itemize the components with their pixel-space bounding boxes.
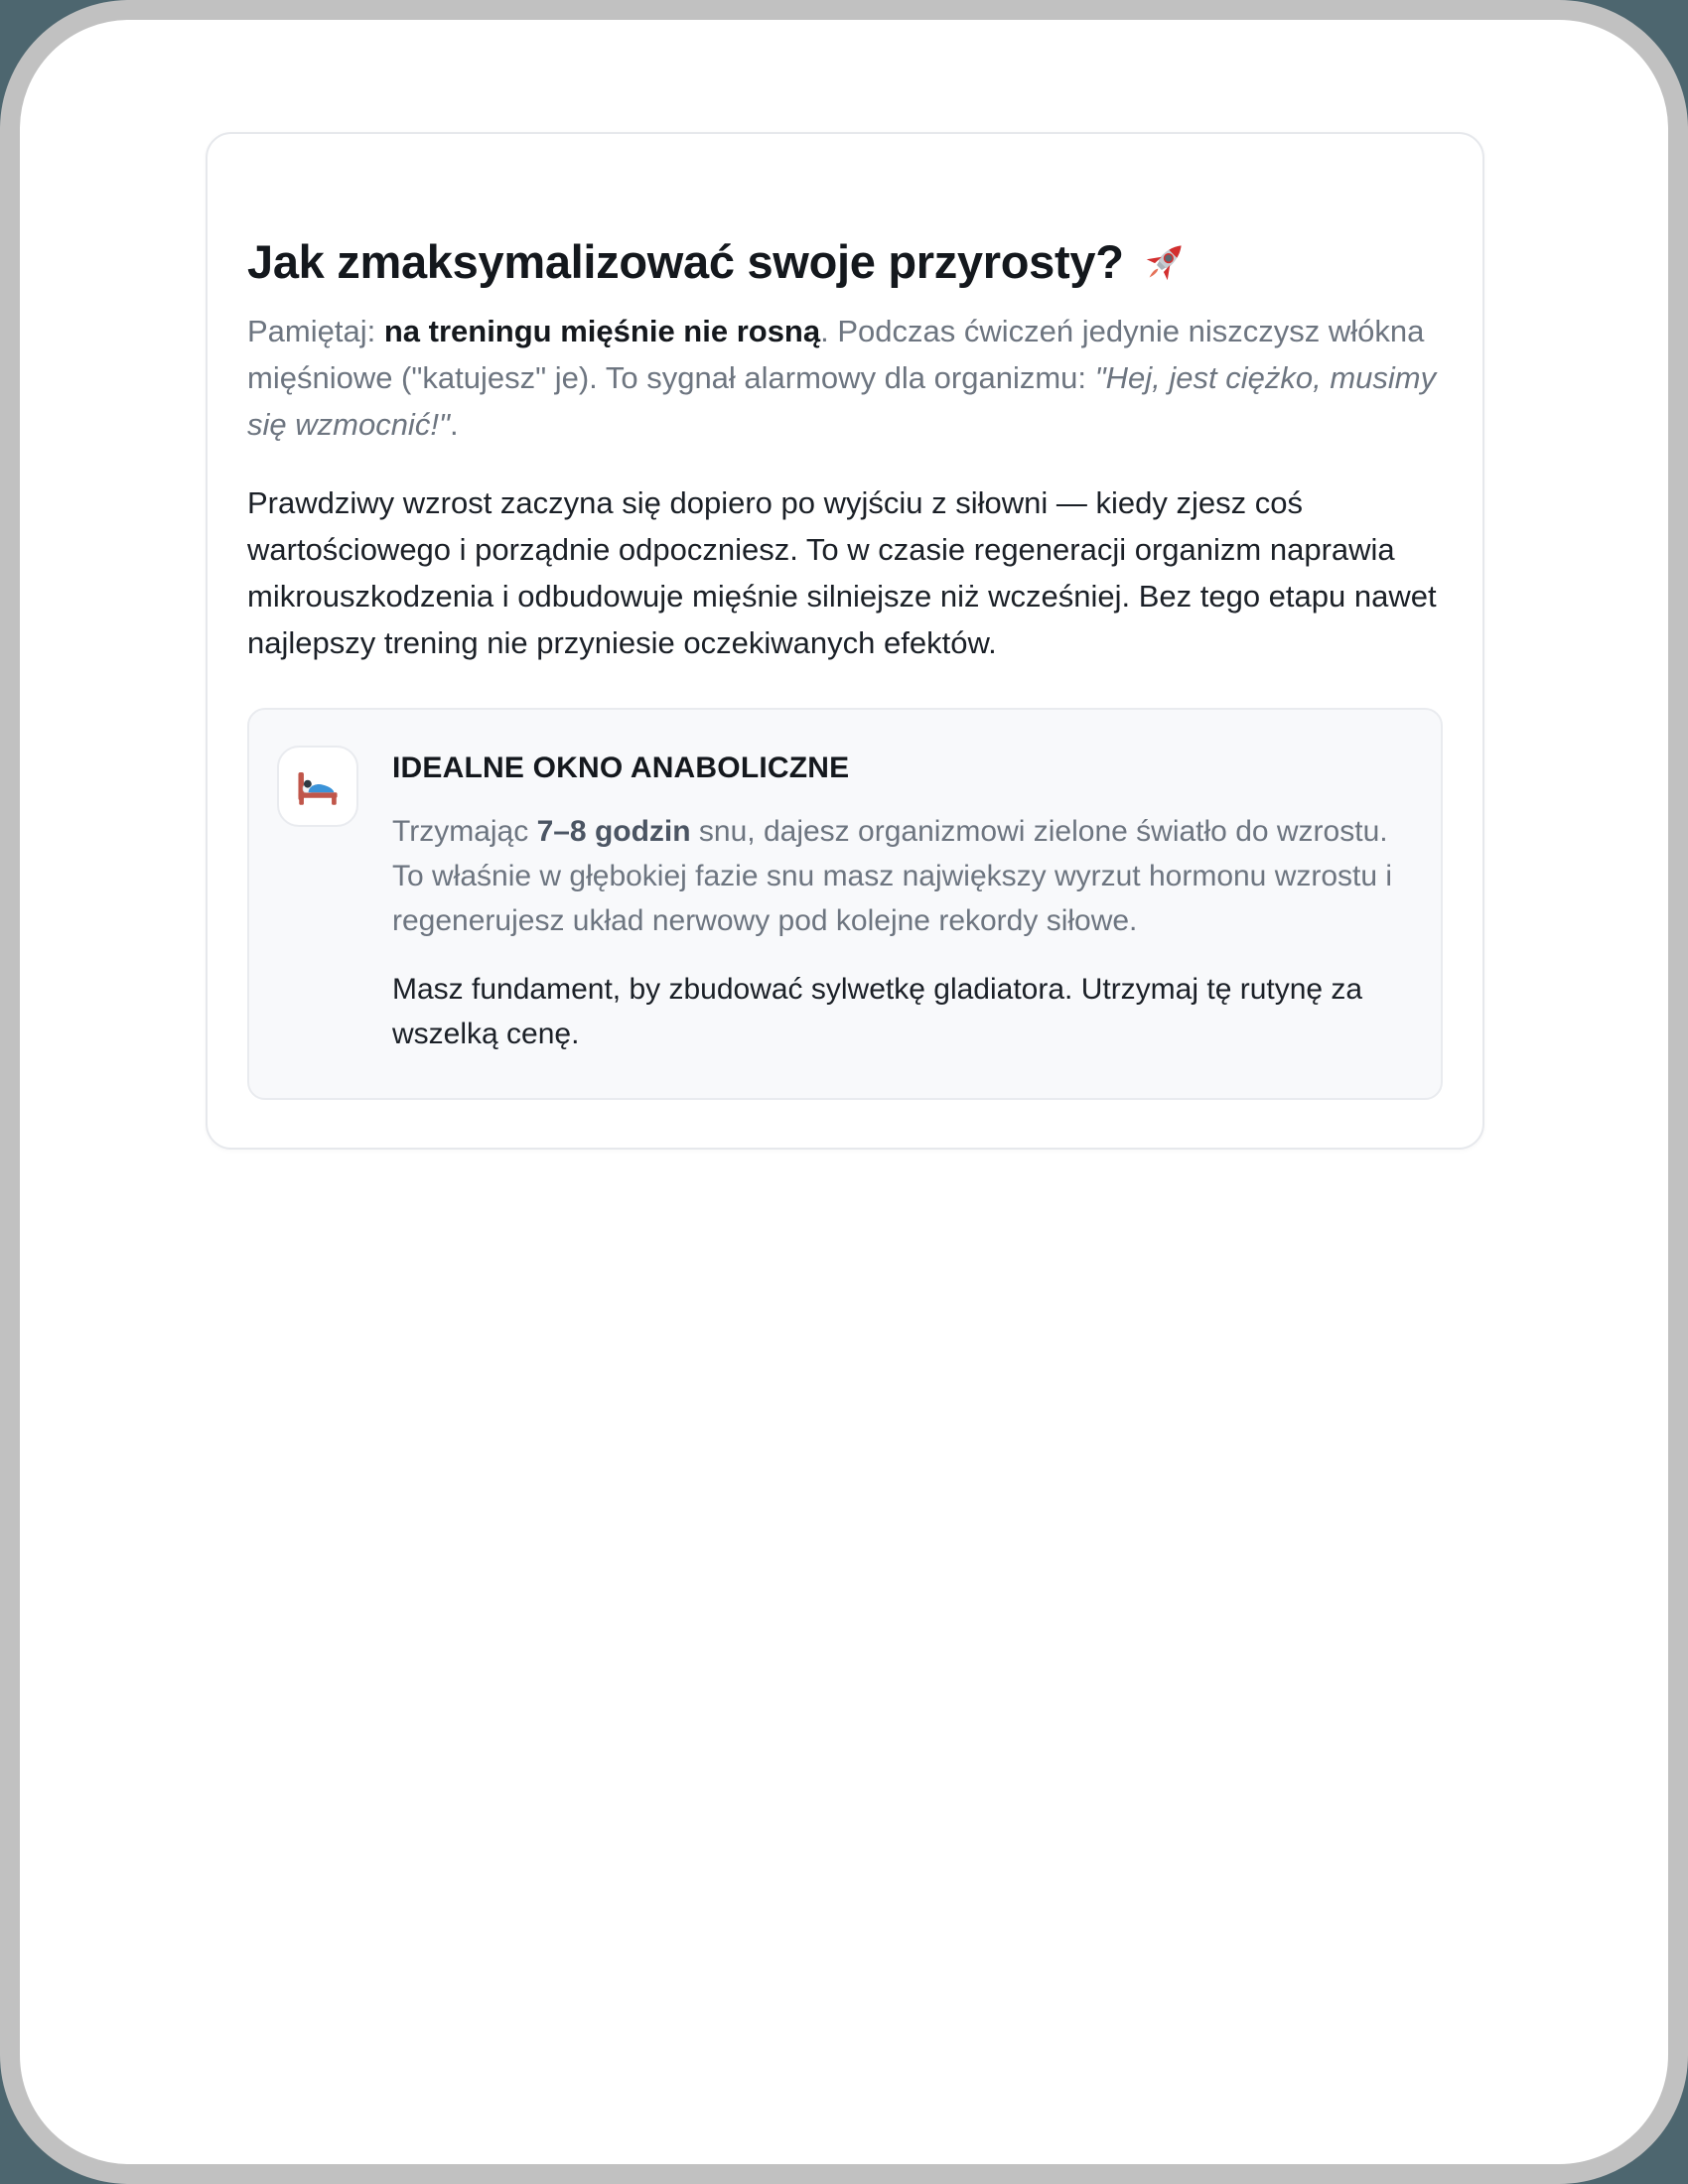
callout-content [392, 746, 1407, 1056]
intro-quote: "Hej, jest ciężko, musimy się wzmocnić!" [247, 359, 1437, 442]
intro-bold-phrase: na treningu mięśnie nie rosną [383, 313, 821, 348]
callout-body-bold: 7–8 godzin [536, 814, 691, 848]
callout-body-post: snu, dajesz organizmowi zielone światło do wzrostu. To właśnie w głębokiej fazie snu masz największy wyrzut hormonu wzrostu i regenerujesz układ nerwowy pod kolejne rekordy siłowe. [392, 814, 1393, 937]
anabolic-window-callout [247, 708, 1443, 1100]
callout-body-pre: Trzymając [392, 814, 537, 848]
person-in-bed-icon [293, 761, 343, 811]
callout-heading: IDEALNE OKNO ANABOLICZNE [392, 751, 850, 784]
callout-body [392, 809, 1407, 943]
rocket-icon [1140, 237, 1190, 287]
growth-paragraph: Prawdziwy wzrost zaczyna się dopiero po wyjściu z siłowni — kiedy zjesz coś wartościowego i porządnie odpoczniesz. To w czasie regeneracji organizm naprawia mikrouszkodzenia i odbudowuje mięśnie silniejsze niż wcześniej. Bez tego etapu nawet najlepszy trening nie przyniesie oczekiwanych efektów. [247, 484, 1437, 660]
article-card [206, 132, 1484, 1150]
intro-lead: Pamiętaj: [247, 313, 384, 348]
intro-mid: . Podczas ćwiczeń jedynie niszczysz włókna mięśniowe ("katujesz" je). To sygnał alarmowy dla organizmu: [247, 313, 1425, 395]
callout-footer: Masz fundament, by zbudować sylwetkę gladiatora. Utrzymaj tę rutynę za wszelką cenę. [392, 972, 1363, 1050]
intro-end: . [449, 406, 459, 442]
intro-paragraph [247, 308, 1443, 448]
bed-icon-box [277, 746, 358, 827]
page-title-text: Jak zmaksymalizować swoje przyrosty? [247, 235, 1124, 288]
page-title [247, 233, 1443, 292]
